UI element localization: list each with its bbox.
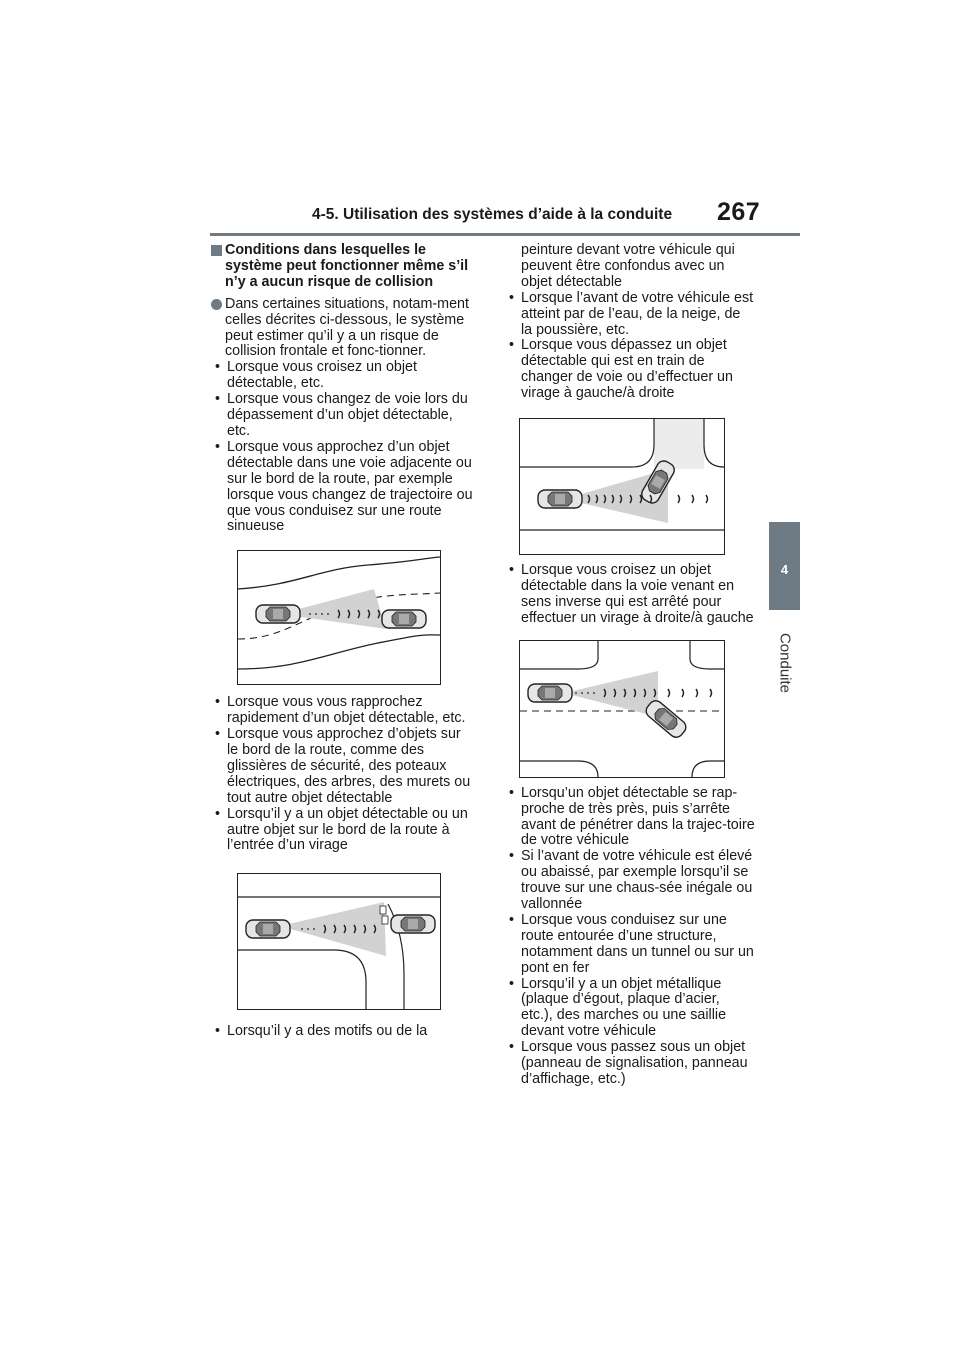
continuation-text: peinture devant votre véhicule qui peuvent être confondus avec un objet détectable bbox=[521, 242, 735, 290]
figure-overtaking-turning bbox=[519, 418, 725, 555]
intro-paragraph: Dans certaines situations, notam-ment celles décrites ci-dessous, le système peut estimer qu’il y a un risque de collision frontale et fonc-tionner. bbox=[211, 297, 473, 361]
list-item: • Lorsqu’il y a un objet métallique (plaque d’égout, plaque d’acier, etc.), des marches ou une saillie devant votre véhicule bbox=[509, 975, 727, 1040]
list-item: • Lorsque vous croisez un objet détectable, etc. bbox=[215, 359, 417, 392]
chapter-label: Conduite bbox=[776, 632, 794, 694]
list-item: • Lorsque vous changez de voie lors du dépassement d’un objet détectable, etc. bbox=[215, 391, 468, 439]
page-number: 267 bbox=[717, 198, 761, 226]
list-item: • Lorsque vous passez sous un objet (panneau de signalisation, panneau d’affichage, etc.) bbox=[509, 1039, 748, 1087]
list-item: • Lorsque vous dépassez un objet détectable qui est en train de changer de voie ou d’effectuer un virage à gauche/à droite bbox=[509, 337, 733, 402]
chapter-label-box bbox=[768, 618, 802, 708]
header-rule bbox=[210, 233, 800, 236]
circle-bullet-icon bbox=[211, 299, 222, 310]
list-item: • Lorsque vous approchez d’objets sur le bord de la route, comme des glissières de sécurité, des poteaux électriques, des arbres, des murets ou tout autre objet détectable bbox=[215, 726, 471, 806]
chapter-tab bbox=[769, 522, 800, 610]
list-item: • Lorsqu’il y a des motifs ou de la bbox=[215, 1023, 428, 1040]
heading-square-icon bbox=[211, 245, 222, 256]
chapter-number: 4 bbox=[780, 562, 789, 577]
list-item: • Lorsque l’avant de votre véhicule est atteint par de l’eau, de la neige, de la poussière, etc. bbox=[509, 289, 754, 338]
list-item: • Lorsqu’un objet détectable se rap-proche de très près, puis s’arrête avant de pénétrer dans la trajec-toire de votre véhicule bbox=[509, 784, 755, 849]
list-item: • Lorsque vous approchez d’un objet détectable dans une voie adjacente ou sur le bord de la route, par exemple lorsque vous changez de trajectoire ou que vous conduisez sur une route sinueuse bbox=[215, 438, 473, 535]
right-column bbox=[505, 243, 755, 1088]
list-item: • Lorsque vous vous rapprochez rapidement d’un objet détectable, etc. bbox=[215, 694, 466, 727]
figure-oncoming-turn bbox=[519, 640, 725, 778]
figure-curve-entry bbox=[237, 873, 441, 1010]
section-title: 4-5. Utilisation des systèmes d’aide à la conduite bbox=[312, 206, 673, 223]
left-column bbox=[211, 243, 473, 1040]
figure-winding-road bbox=[237, 550, 441, 685]
list-item: • Lorsque vous conduisez sur une route entourée d’une structure, notamment dans un tunnel ou sur un pont en fer bbox=[509, 911, 754, 976]
list-item: • Si l’avant de votre véhicule est élevé ou abaissé, par exemple lorsqu’il se trouve sur une chaus-sée inégale ou vallonnée bbox=[509, 848, 753, 913]
list-item: • Lorsqu’il y a un objet détectable ou un autre objet sur le bord de la route à l’entrée d’un virage bbox=[215, 805, 468, 854]
section-heading: Conditions dans lesquelles le système peut fonctionner même s’il n’y a aucun risque de collision bbox=[211, 243, 473, 291]
list-item: • Lorsque vous croisez un objet détectable dans la voie venant en sens inverse qui est arrêté pour effectuer un virage à droite/à gauche bbox=[509, 562, 754, 626]
